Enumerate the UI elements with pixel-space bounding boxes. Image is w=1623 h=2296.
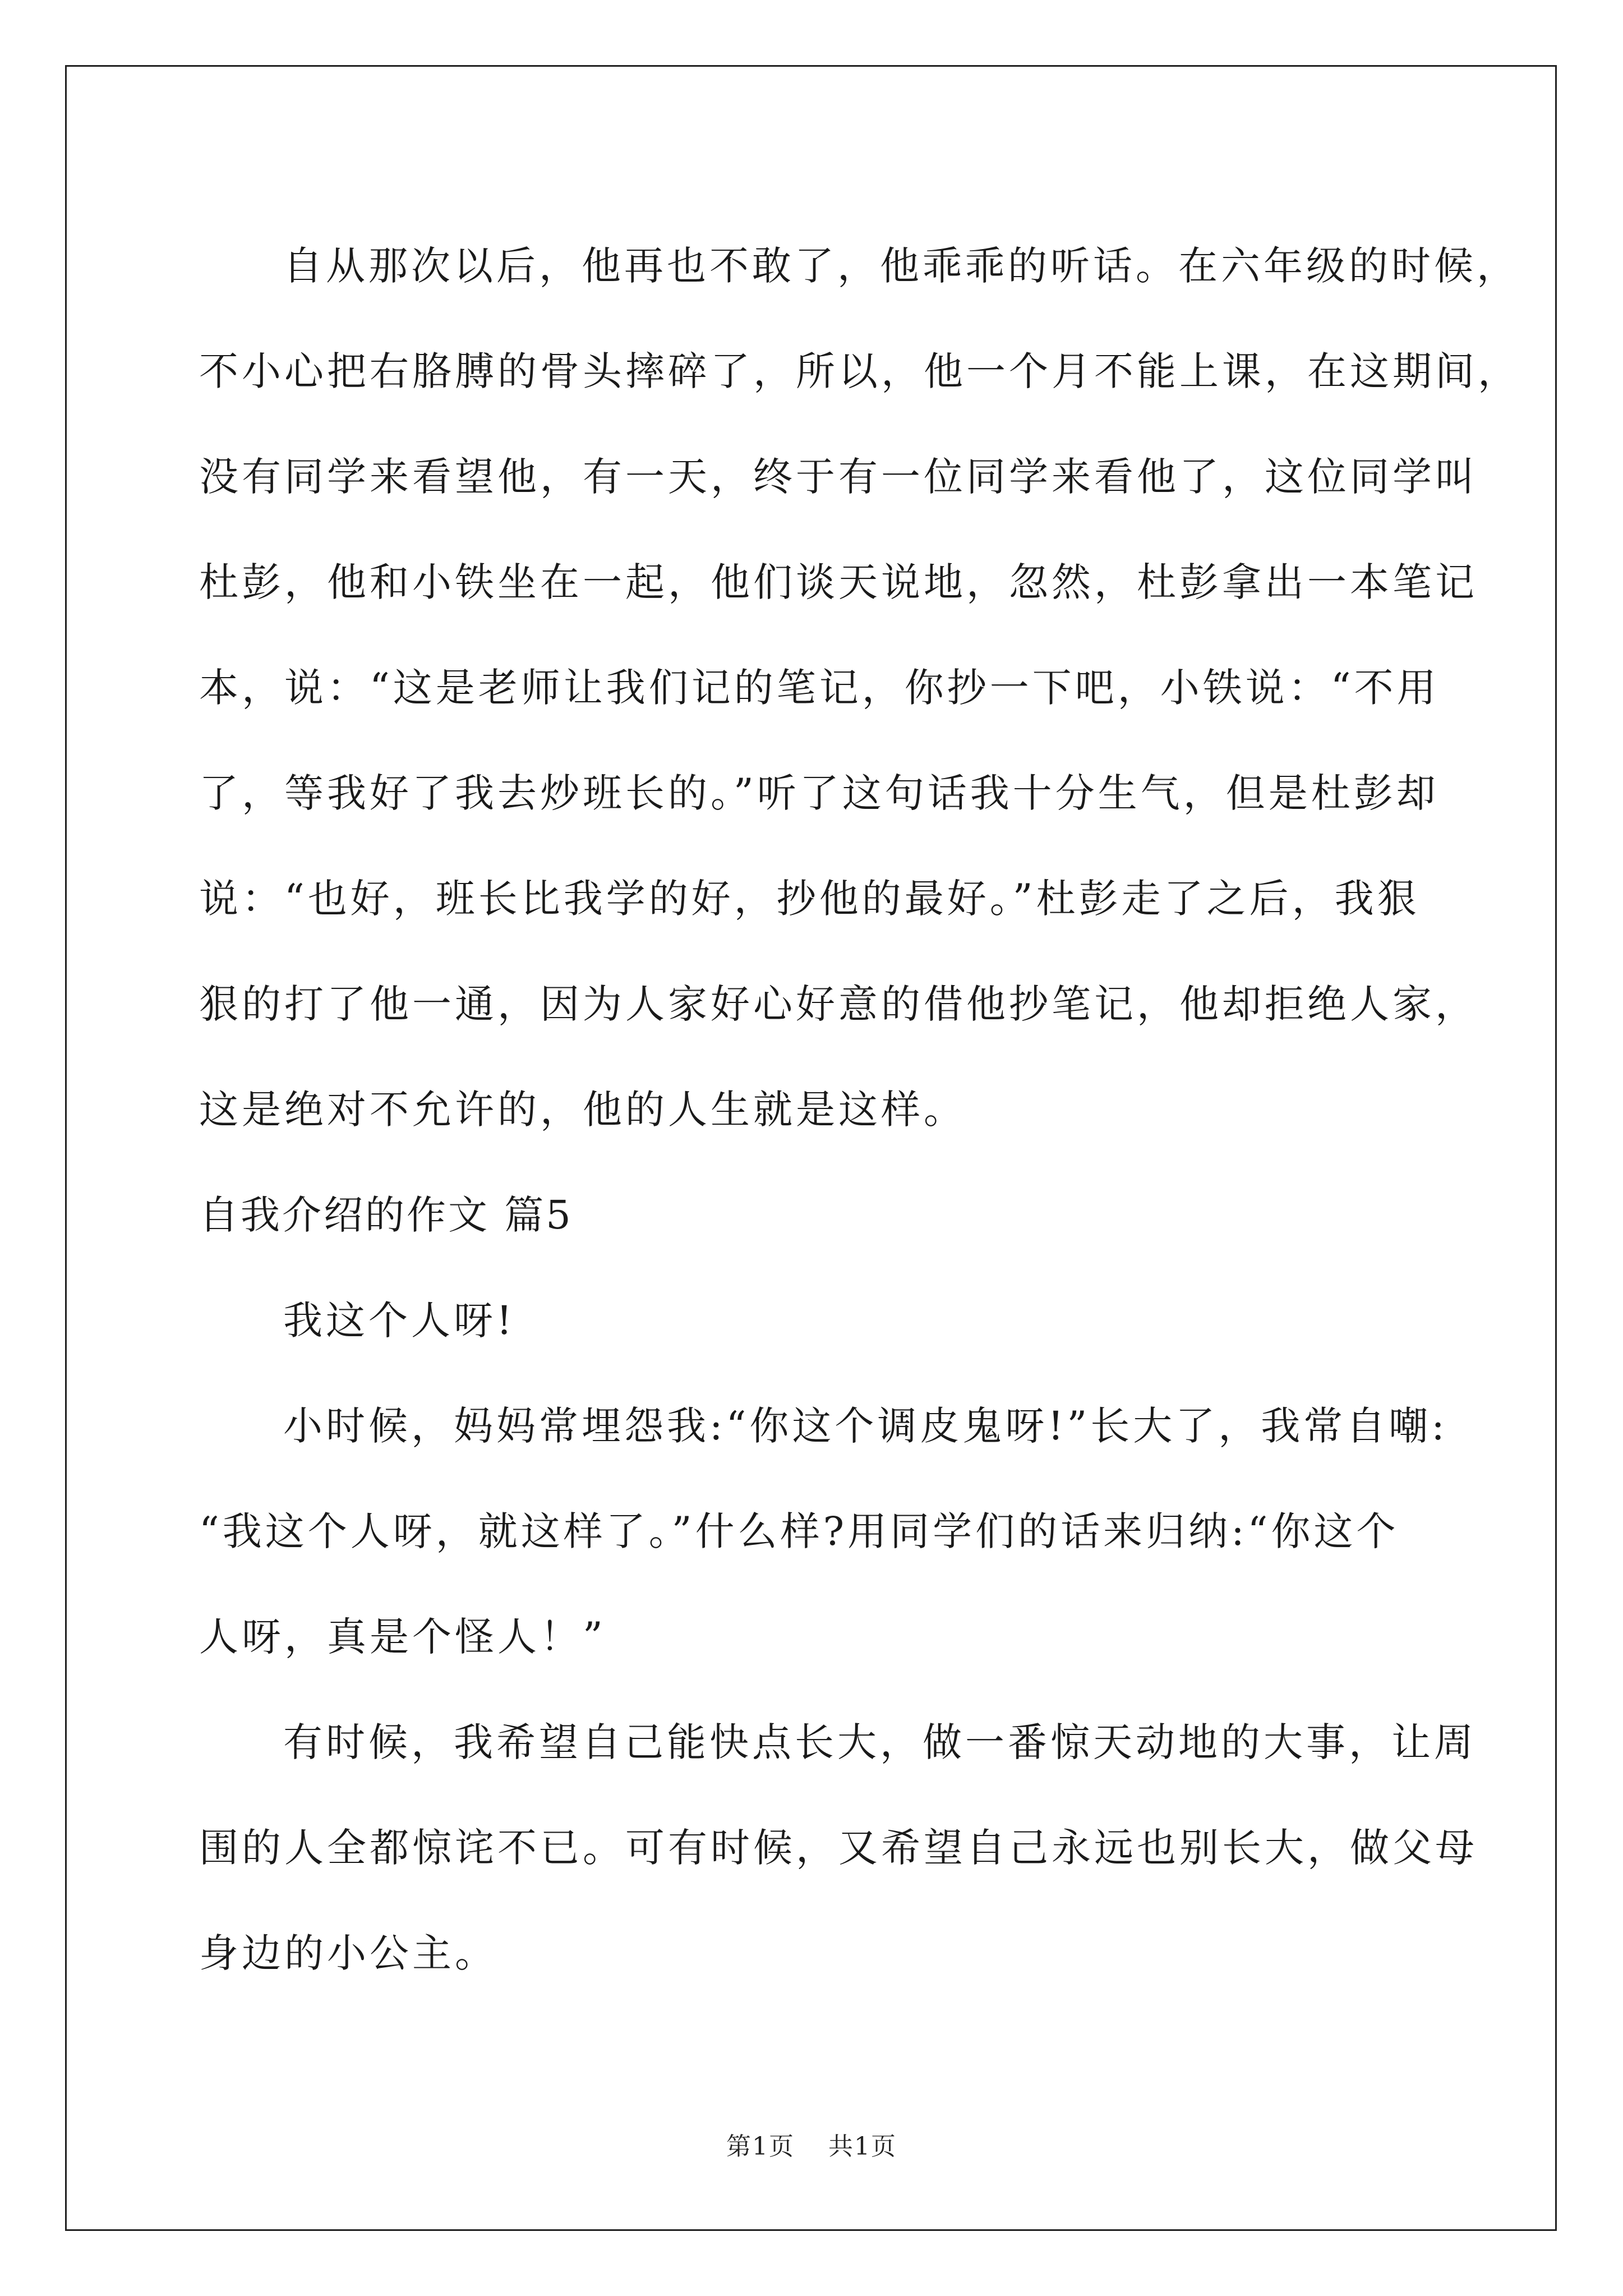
text-line: “我这个人呀，就这样了。”什么样?用同学们的话来归纳:“你这个 — [199, 1508, 1399, 1554]
section-heading: 自我介绍的作文 篇5 — [199, 1192, 573, 1238]
text-line: 这是绝对不允许的，他的人生就是这样。 — [199, 1087, 966, 1133]
text-line: 人呀，真是个怪人！” — [199, 1614, 606, 1660]
page-number: 第1页 — [726, 2132, 795, 2161]
page-footer — [0, 2126, 1623, 2162]
text-line: 说：“也好，班长比我学的好，抄他的最好。”杜彭走了之后，我狠 — [199, 876, 1420, 922]
text-line: 我这个人呀! — [283, 1297, 516, 1343]
page-total: 共1页 — [828, 2132, 897, 2161]
text-line: 本，说：“这是老师让我们记的笔记，你抄一下吧，小铁说：“不用 — [199, 665, 1440, 711]
text-line: 不小心把右胳膊的骨头摔碎了，所以，他一个月不能上课，在这期间， — [199, 348, 1520, 394]
text-line: 狠的打了他一通，因为人家好心好意的借他抄笔记，他却拒绝人家， — [199, 981, 1478, 1027]
text-line: 了，等我好了我去炒班长的。”听了这句话我十分生气，但是杜彭却 — [199, 770, 1439, 816]
text-line: 小时候，妈妈常埋怨我:“你这个调皮鬼呀!”长大了，我常自嘲: — [283, 1403, 1448, 1449]
text-line: 有时候，我希望自己能快点长大，做一番惊天动地的大事，让周 — [283, 1719, 1477, 1765]
text-line: 自从那次以后，他再也不敢了，他乖乖的听话。在六年级的时候， — [283, 243, 1519, 289]
text-line: 杜彭，他和小铁坐在一起，他们谈天说地，忽然，杜彭拿出一本笔记 — [199, 559, 1478, 605]
document-body — [199, 213, 1520, 2006]
text-line: 身边的小公主。 — [199, 1930, 497, 1976]
text-line: 没有同学来看望他，有一天，终于有一位同学来看他了，这位同学叫 — [199, 454, 1478, 500]
text-line: 围的人全都惊诧不已。可有时候，又希望自己永远也别长大，做父母 — [199, 1825, 1478, 1871]
